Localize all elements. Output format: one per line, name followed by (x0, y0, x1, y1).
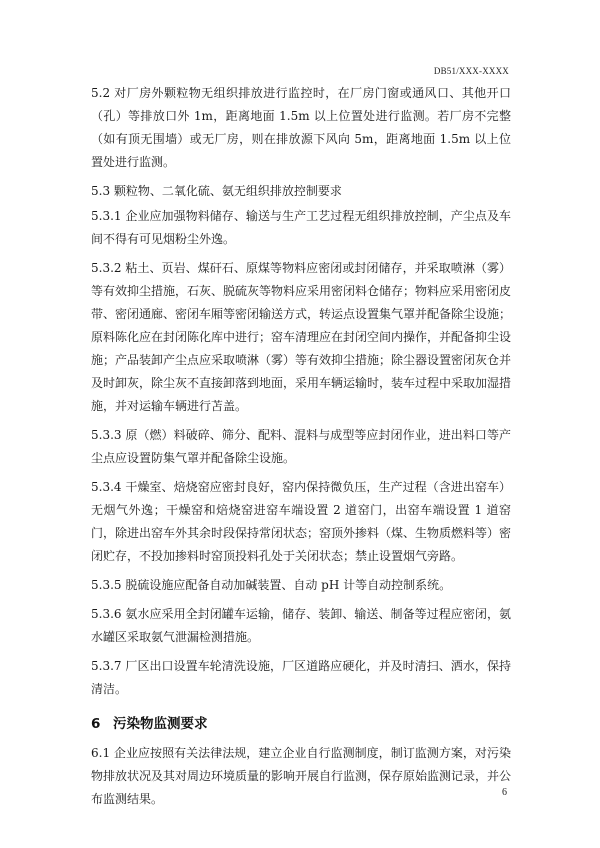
section-6-heading (91, 713, 511, 736)
section-6-title: 污染物监测要求 (113, 716, 208, 732)
document-body (91, 82, 511, 817)
section-6-number: 6 (91, 716, 101, 732)
paragraph-5-3-1: 5.3.1 企业应加强物料储存、输送与生产工艺过程无组织排放控制，产尘点及车间不得有可见烟粉尘外逸。 (91, 209, 511, 246)
subheading-5-3: 5.3 颗粒物、二氧化硫、氨无组织排放控制要求 (91, 184, 342, 198)
paragraph-5-3-2: 5.3.2 粘土、页岩、煤矸石、原煤等物料应密闭或封闭储存，并采取喷淋（雾）等有效抑尘措施，石灰、脱硫灰等物料应采用密闭料仓储存；物料应采用密闭皮带、密闭通廊、密闭车厢等密闭输送方式，转运点设置集气罩并配备除尘设施；原料陈化应在封闭陈化库中进行；窑车清理应在封闭空间内操作，并配备抑尘设施；产品装卸产尘点应采取喷淋（雾）等有效抑尘措施；除尘器设置密闭灰仓并及时卸灰，除尘灰不直接卸落到地面，采用车辆运输时，装车过程中采取加湿措施，并对运输车辆进行苫盖。 (91, 261, 512, 413)
paragraph-5-3-4: 5.3.4 干燥室、焙烧窑应密封良好，窑内保持微负压，生产过程（含进出窑车）无烟气外逸；干燥窑和焙烧窑进窑车端设置 2 道窑门，出窑车端设置 1 道窑门，除进出窑车外其余时段保持常闭状态；窑顶外掺料（煤、生物质燃料等）密闭贮存，不投加掺料时窑顶投料孔处于关闭状态；禁止设置烟气旁路。 (91, 480, 512, 563)
page-number: 6 (502, 787, 507, 798)
paragraph-5-3-3: 5.3.3 原（燃）料破碎、筛分、配料、混料与成型等应封闭作业，进出料口等产尘点应设置防集气罩并配备除尘设施。 (91, 428, 511, 465)
paragraph-5-3-7: 5.3.7 厂区出口设置车轮清洗设施，厂区道路应硬化，并及时清扫、洒水，保持清洁。 (91, 659, 511, 696)
paragraph-5-3-6: 5.3.6 氨水应采用全封闭罐车运输，储存、装卸、输送、制备等过程应密闭，氨水罐区采取氨气泄漏检测措施。 (91, 607, 511, 644)
paragraph-5-3-5: 5.3.5 脱硫设施应配备自动加碱装置、自动 pH 计等自动控制系统。 (91, 578, 452, 592)
document-code-header: DB51/XXX-XXXX (433, 66, 509, 76)
paragraph-6-1: 6.1 企业应按照有关法律法规，建立企业自行监测制度，制订监测方案，对污染物排放状况及其对周边环境质量的影响开展自行监测，保存原始监测记录，并公布监测结果。 (91, 746, 512, 806)
paragraph-5-2: 5.2 对厂房外颗粒物无组织排放进行监控时，在厂房门窗或通风口、其他开口（孔）等排放口外 1m，距离地面 1.5m 以上位置处进行监测。若厂房不完整（如有顶无围墙）或无厂房，则在排放源下风向 5m，距离地面 1.5m 以上位置处进行监测。 (91, 86, 511, 169)
